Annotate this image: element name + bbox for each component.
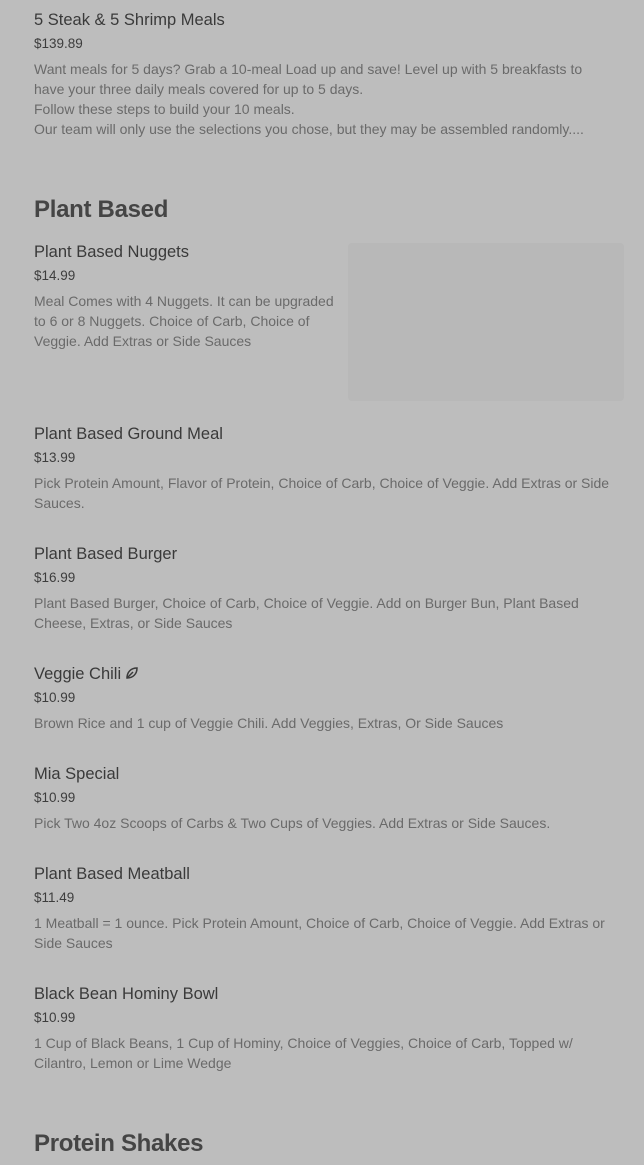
- item-description-line: Meal Comes with 4 Nuggets. It can be upgraded: [34, 293, 334, 309]
- item-description-line: Veggie. Add Extras or Side Sauces: [34, 333, 252, 349]
- item-description-line: 1 Cup of Black Beans, 1 Cup of Hominy, Choice of Veggies, Choice of Carb, Topped w/: [34, 1035, 573, 1051]
- item-description-line: Side Sauces: [34, 935, 113, 951]
- item-description-line: Follow these steps to build your 10 meals.: [34, 101, 295, 117]
- item-description-line: to 6 or 8 Nuggets. Choice of Carb, Choice of: [34, 313, 310, 329]
- item-price: $10.99: [34, 790, 76, 805]
- item-description-line: have your three daily meals covered for up to 5 days.: [34, 81, 364, 97]
- item-name: Veggie Chili: [34, 665, 122, 683]
- item-price: $13.99: [34, 450, 76, 465]
- menu-item-mia-special[interactable]: [34, 764, 614, 833]
- item-price: $14.99: [34, 268, 76, 283]
- item-description: [34, 593, 614, 633]
- item-name: Mia Special: [34, 765, 120, 783]
- item-price: $16.99: [34, 570, 76, 585]
- menu-item-plant-based-nuggets[interactable]: [34, 242, 340, 351]
- section-title-protein-shakes: Protein Shakes: [34, 1130, 204, 1157]
- item-image-placeholder[interactable]: [348, 243, 624, 401]
- item-name: Plant Based Nuggets: [34, 243, 190, 261]
- menu-item-plant-based-ground-meal[interactable]: [34, 424, 614, 513]
- item-description: [34, 1033, 614, 1073]
- menu-item-steak-shrimp[interactable]: [34, 10, 614, 139]
- item-price: $10.99: [34, 1010, 76, 1025]
- item-description-line: Sauces.: [34, 495, 85, 511]
- item-description-line: Cheese, Extras, or Side Sauces: [34, 615, 233, 631]
- menu-item-plant-based-burger[interactable]: [34, 544, 614, 633]
- item-price: $139.89: [34, 36, 83, 51]
- item-name: Plant Based Burger: [34, 545, 178, 563]
- item-description-line: Cilantro, Lemon or Lime Wedge: [34, 1055, 232, 1071]
- item-description-line: Our team will only use the selections you chose, but they may be assembled randomly....: [34, 121, 584, 137]
- menu-item-black-bean-hominy-bowl[interactable]: [34, 984, 614, 1073]
- menu-item-veggie-chili[interactable]: [34, 664, 614, 733]
- item-description-line: Want meals for 5 days? Grab a 10-meal Load up and save! Level up with 5 breakfasts to: [34, 61, 583, 77]
- item-name: Black Bean Hominy Bowl: [34, 985, 219, 1003]
- item-description-line: Pick Two 4oz Scoops of Carbs & Two Cups of Veggies. Add Extras or Side Sauces.: [34, 815, 551, 831]
- item-price: $11.49: [34, 890, 75, 905]
- leaf-icon: [125, 665, 139, 685]
- item-description: [34, 473, 614, 513]
- item-name: Plant Based Meatball: [34, 865, 190, 883]
- item-description-line: Pick Protein Amount, Flavor of Protein, Choice of Carb, Choice of Veggie. Add Extras or Side: [34, 475, 610, 491]
- item-name: Plant Based Ground Meal: [34, 425, 223, 443]
- item-description: [34, 813, 614, 833]
- menu-item-plant-based-meatball[interactable]: [34, 864, 614, 953]
- item-description: [34, 59, 614, 139]
- item-description: [34, 291, 340, 351]
- item-description: [34, 913, 614, 953]
- item-description: [34, 713, 614, 733]
- section-title-plant-based: Plant Based: [34, 196, 169, 223]
- item-description-line: Brown Rice and 1 cup of Veggie Chili. Add Veggies, Extras, Or Side Sauces: [34, 715, 504, 731]
- item-name-row: [34, 664, 614, 684]
- item-price: $10.99: [34, 690, 76, 705]
- item-name: 5 Steak & 5 Shrimp Meals: [34, 11, 225, 29]
- item-description-line: 1 Meatball = 1 ounce. Pick Protein Amount, Choice of Carb, Choice of Veggie. Add Extras or: [34, 915, 605, 931]
- item-description-line: Plant Based Burger, Choice of Carb, Choice of Veggie. Add on Burger Bun, Plant Based: [34, 595, 579, 611]
